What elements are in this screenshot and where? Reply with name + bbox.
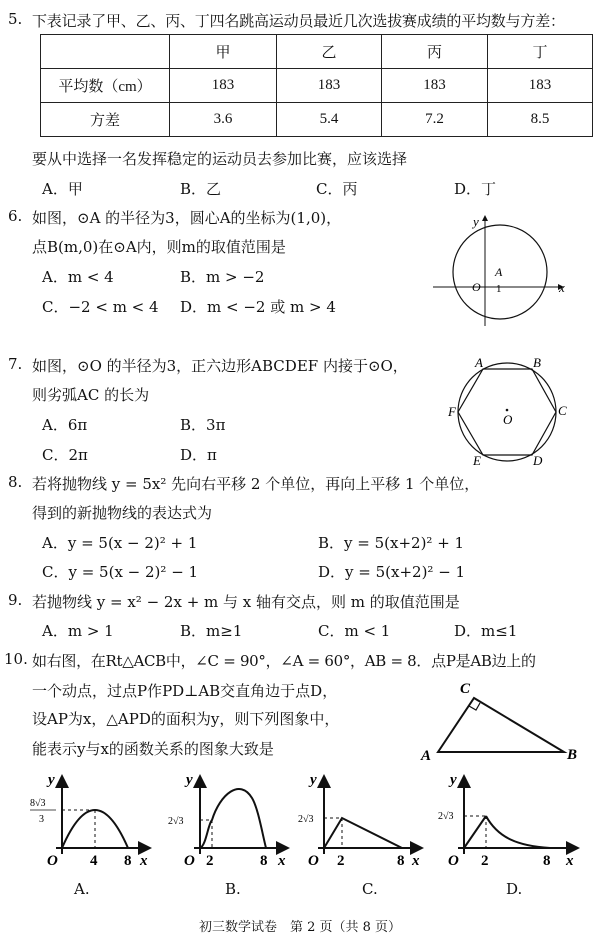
q6-option-c[interactable]: C．−2 < m < 4 bbox=[42, 298, 159, 316]
q6-option-a[interactable]: A．m < 4 bbox=[42, 268, 114, 286]
center-dot bbox=[506, 409, 509, 412]
table-header-bing: 丙 bbox=[382, 35, 488, 69]
center-o-label: O bbox=[503, 412, 513, 427]
table-cell: 5.4 bbox=[277, 103, 382, 137]
table-header-yi: 乙 bbox=[277, 35, 382, 69]
table-cell: 183 bbox=[488, 69, 593, 103]
table-cell bbox=[41, 35, 170, 69]
q7-line1: 如图，⊙O 的半径为3，正六边形ABCDEF 内接于⊙O， bbox=[32, 357, 408, 375]
q8-number: 8. bbox=[8, 473, 23, 491]
y-denominator-label: 3 bbox=[39, 814, 44, 825]
table-cell: 183 bbox=[277, 69, 382, 103]
q9-number: 9. bbox=[8, 591, 23, 609]
choice-a-label[interactable]: A. bbox=[74, 880, 90, 898]
q10-line1: 如右图，在Rt△ACB中，∠C = 90°，∠A = 60°，AB = 8．点P是AB边上的 bbox=[32, 652, 536, 670]
q8-option-a[interactable]: A．y = 5(x − 2)² + 1 bbox=[42, 534, 198, 552]
q7-option-b[interactable]: B．3π bbox=[180, 416, 226, 434]
q9-option-d[interactable]: D．m≤1 bbox=[454, 622, 518, 640]
q6-circle-figure bbox=[425, 210, 575, 330]
vertex-c-label: C bbox=[460, 681, 471, 697]
q10-line2: 一个动点，过点P作PD⊥AB交直角边于点D， bbox=[32, 682, 338, 700]
vertex-a-label: A bbox=[475, 355, 483, 370]
axis-y-label: y bbox=[186, 772, 193, 788]
axis-x-label: x bbox=[140, 853, 148, 869]
q9-line1: 若抛物线 y = x² − 2x + m 与 x 轴有交点，则 m 的取值范围是 bbox=[32, 593, 460, 611]
graph-b bbox=[164, 772, 294, 872]
axis-x-label: x bbox=[278, 853, 286, 869]
q7-option-a[interactable]: A．6π bbox=[42, 416, 88, 434]
q10-triangle-figure bbox=[418, 676, 583, 766]
x-axis-label: x bbox=[559, 280, 565, 295]
q6-number: 6. bbox=[8, 207, 23, 225]
q5-option-a[interactable]: A．甲 bbox=[42, 180, 83, 198]
table-header-jia: 甲 bbox=[170, 35, 277, 69]
q7-option-d[interactable]: D．π bbox=[180, 446, 217, 464]
x-tick-8: 8 bbox=[397, 853, 405, 869]
decaying-curve bbox=[486, 816, 550, 848]
table-row bbox=[41, 103, 593, 137]
y-value-label: 2√3 bbox=[168, 816, 184, 827]
table-cell: 3.6 bbox=[170, 103, 277, 137]
axis-y-label: y bbox=[48, 772, 55, 788]
q8-option-d[interactable]: D．y = 5(x+2)² − 1 bbox=[318, 563, 466, 581]
q6-line1: 如图，⊙A 的半径为3，圆心A的坐标为(1,0)， bbox=[32, 209, 342, 227]
q9-option-b[interactable]: B．m≥1 bbox=[180, 622, 243, 640]
choice-c-label[interactable]: C. bbox=[362, 880, 378, 898]
x-tick-8: 8 bbox=[260, 853, 268, 869]
vertex-f-label: F bbox=[448, 404, 456, 419]
vertex-a-label: A bbox=[421, 748, 432, 764]
table-row-label: 方差 bbox=[41, 103, 170, 137]
axis-y-label: y bbox=[450, 772, 457, 788]
table-header-row bbox=[41, 35, 593, 69]
q8-line1: 若将抛物线 y = 5x² 先向右平移 2 个单位，再向上平移 1 个单位， bbox=[32, 475, 480, 493]
x-tick-8: 8 bbox=[543, 853, 551, 869]
q5-question: 要从中选择一名发挥稳定的运动员去参加比赛，应该选择 bbox=[32, 150, 408, 168]
y-value-label: 8√3 bbox=[30, 798, 46, 809]
score-table bbox=[40, 34, 593, 137]
q6-line2: 点B(m,0)在⊙A内，则m的取值范围是 bbox=[32, 238, 286, 256]
line-segments bbox=[324, 818, 402, 848]
curve bbox=[200, 789, 266, 848]
q6-option-b[interactable]: B．m > −2 bbox=[180, 268, 265, 286]
axis-y-label: y bbox=[310, 772, 317, 788]
q7-option-c[interactable]: C．2π bbox=[42, 446, 88, 464]
table-row bbox=[41, 69, 593, 103]
x-tick-2: 2 bbox=[206, 853, 214, 869]
table-header-ding: 丁 bbox=[488, 35, 593, 69]
table-cell: 183 bbox=[170, 69, 277, 103]
graph-c bbox=[298, 772, 428, 872]
y-value-label: 2√3 bbox=[438, 811, 454, 822]
q8-option-c[interactable]: C．y = 5(x − 2)² − 1 bbox=[42, 563, 199, 581]
table-cell: 7.2 bbox=[382, 103, 488, 137]
q7-number: 7. bbox=[8, 355, 23, 373]
x-tick-8: 8 bbox=[124, 853, 132, 869]
rising-segment bbox=[464, 816, 486, 848]
center-label: A bbox=[495, 265, 503, 279]
y-value-label: 2√3 bbox=[298, 814, 314, 825]
axis-x-label: x bbox=[412, 853, 420, 869]
q8-line2: 得到的新抛物线的表达式为 bbox=[32, 504, 213, 522]
q9-option-c[interactable]: C．m < 1 bbox=[318, 622, 391, 640]
triangle-acb bbox=[438, 698, 564, 752]
q6-option-d[interactable]: D．m < −2 或 m > 4 bbox=[180, 298, 336, 316]
vertex-d-label: D bbox=[533, 453, 543, 468]
q10-line4: 能表示y与x的函数关系的图象大致是 bbox=[32, 740, 274, 758]
choice-b-label[interactable]: B. bbox=[225, 880, 241, 898]
x-tick-2: 2 bbox=[481, 853, 489, 869]
q10-line3: 设AP为x，△APD的面积为y，则下列图象中， bbox=[32, 710, 340, 728]
q7-line2: 则劣弧AC 的长为 bbox=[32, 386, 150, 404]
q5-option-d[interactable]: D．丁 bbox=[454, 180, 497, 198]
q5-stem: 下表记录了甲、乙、丙、丁四名跳高运动员最近几次选拔赛成绩的平均数与方差： bbox=[32, 12, 565, 30]
graph-d bbox=[438, 772, 588, 872]
vertex-c-label: C bbox=[558, 403, 567, 418]
q8-option-b[interactable]: B．y = 5(x+2)² + 1 bbox=[318, 534, 465, 552]
table-cell: 8.5 bbox=[488, 103, 593, 137]
origin-label: O bbox=[472, 280, 481, 294]
q9-option-a[interactable]: A．m > 1 bbox=[42, 622, 114, 640]
origin-label: O bbox=[308, 853, 319, 869]
page-footer: 初三数学试卷 第 2 页（共 8 页） bbox=[198, 920, 402, 935]
choice-d-label[interactable]: D. bbox=[506, 880, 523, 898]
tick-one-label: 1 bbox=[496, 283, 502, 295]
x-tick-2: 2 bbox=[337, 853, 345, 869]
q5-number: 5. bbox=[8, 10, 23, 28]
vertex-e-label: E bbox=[473, 453, 481, 468]
origin-label: O bbox=[47, 853, 58, 869]
table-row-label: 平均数（cm） bbox=[41, 69, 170, 103]
axis-x-label: x bbox=[566, 853, 574, 869]
vertex-b-label: B bbox=[533, 355, 541, 370]
q5-option-c[interactable]: C．丙 bbox=[316, 180, 358, 198]
vertex-b-label: B bbox=[567, 747, 578, 763]
table-cell: 183 bbox=[382, 69, 488, 103]
y-axis-label: y bbox=[473, 214, 479, 229]
q7-hexagon-figure bbox=[444, 352, 574, 470]
origin-label: O bbox=[448, 853, 459, 869]
x-tick-4: 4 bbox=[90, 853, 98, 869]
origin-label: O bbox=[184, 853, 195, 869]
q5-option-b[interactable]: B．乙 bbox=[180, 180, 222, 198]
graph-a bbox=[28, 772, 158, 872]
q10-number: 10. bbox=[4, 650, 28, 668]
